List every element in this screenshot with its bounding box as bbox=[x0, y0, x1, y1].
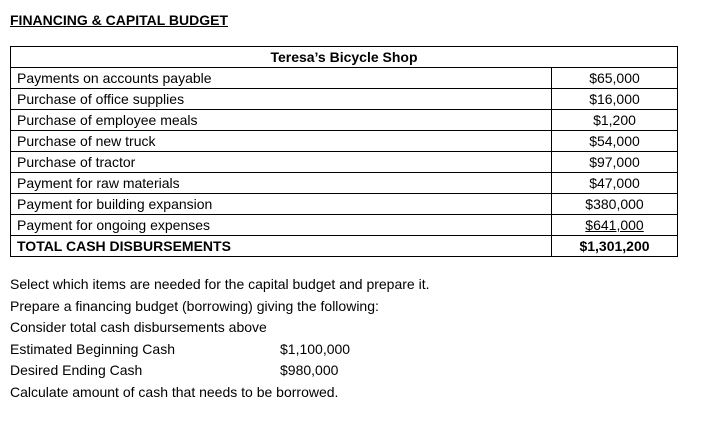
ending-cash-value: $980,000 bbox=[280, 362, 339, 379]
row-label: Purchase of new truck bbox=[11, 131, 552, 152]
row-amount: $1,200 bbox=[552, 110, 678, 131]
table-row bbox=[11, 110, 678, 131]
document-title: FINANCING & CAPITAL BUDGET bbox=[10, 12, 229, 28]
total-row bbox=[11, 236, 678, 257]
row-label: Payment for building expansion bbox=[11, 194, 552, 215]
table-row bbox=[11, 194, 678, 215]
table-row bbox=[11, 215, 678, 236]
row-label: Payment for ongoing expenses bbox=[11, 215, 552, 236]
table-row bbox=[11, 68, 678, 89]
row-label: Payments on accounts payable bbox=[11, 68, 552, 89]
table-header: Teresa’s Bicycle Shop bbox=[11, 47, 678, 68]
beginning-cash-value: $1,100,000 bbox=[280, 340, 351, 357]
ending-cash-label: Desired Ending Cash bbox=[10, 362, 143, 379]
row-label: Payment for raw materials bbox=[11, 173, 552, 194]
table-header-row bbox=[11, 47, 678, 68]
cash-disbursements-table bbox=[10, 46, 678, 257]
row-amount: $65,000 bbox=[552, 68, 678, 89]
instruction-consider-total: Consider total cash disbursements above bbox=[10, 319, 267, 336]
row-amount: $641,000 bbox=[552, 215, 678, 236]
ending-cash-line bbox=[10, 360, 429, 382]
row-amount: $380,000 bbox=[552, 194, 678, 215]
instructions bbox=[10, 274, 429, 404]
row-amount: $54,000 bbox=[552, 131, 678, 152]
instruction-calculate-borrowing: Calculate amount of cash that needs to be borrowed. bbox=[10, 383, 339, 400]
instruction-financing-budget: Prepare a financing budget (borrowing) giving the following: bbox=[10, 297, 379, 314]
total-label: TOTAL CASH DISBURSEMENTS bbox=[11, 236, 552, 257]
table-row bbox=[11, 173, 678, 194]
table-row bbox=[11, 89, 678, 110]
instruction-capital-budget: Select which items are needed for the capital budget and prepare it. bbox=[10, 276, 430, 292]
total-amount: $1,301,200 bbox=[552, 236, 678, 257]
beginning-cash-label: Estimated Beginning Cash bbox=[10, 340, 175, 357]
beginning-cash-line bbox=[10, 339, 429, 361]
row-label: Purchase of employee meals bbox=[11, 110, 552, 131]
table-row bbox=[11, 131, 678, 152]
table-row bbox=[11, 152, 678, 173]
row-label: Purchase of office supplies bbox=[11, 89, 552, 110]
row-label: Purchase of tractor bbox=[11, 152, 552, 173]
row-amount: $47,000 bbox=[552, 173, 678, 194]
row-amount: $16,000 bbox=[552, 89, 678, 110]
row-amount: $97,000 bbox=[552, 152, 678, 173]
